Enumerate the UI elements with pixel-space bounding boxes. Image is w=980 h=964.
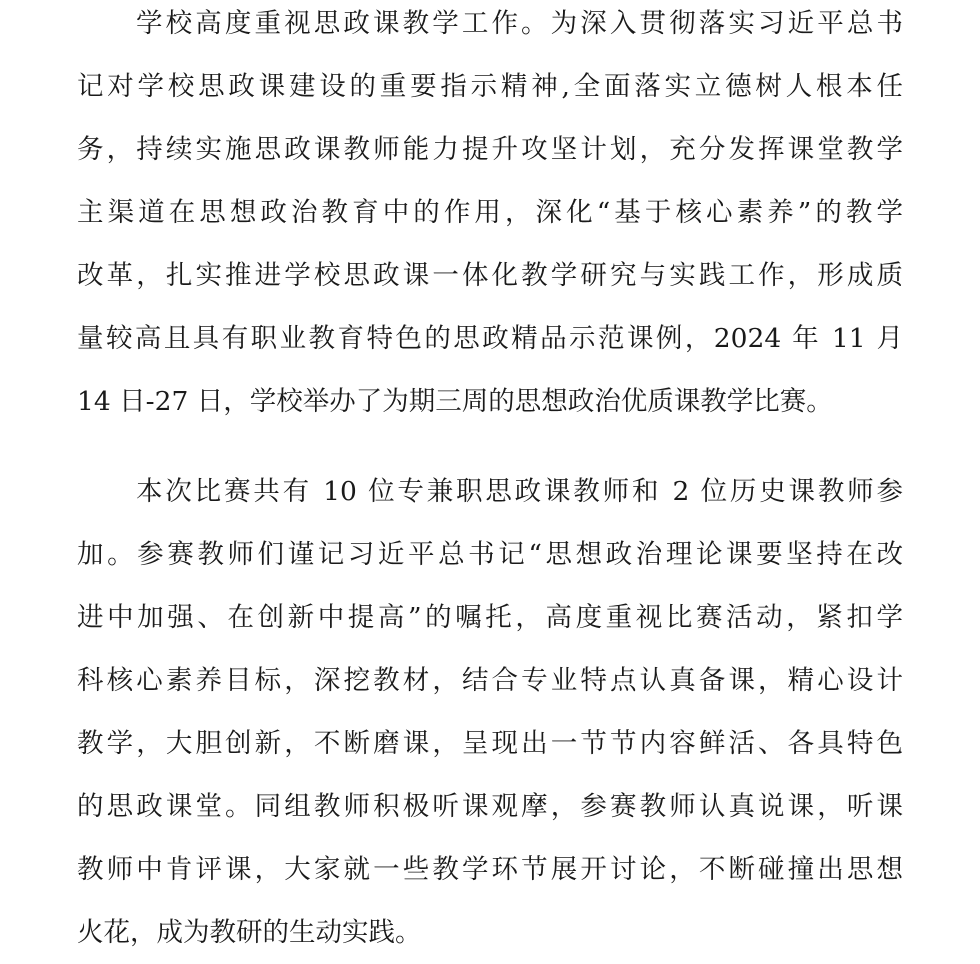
paragraph-line: 14 日-27 日，学校举办了为期三周的思想政治优质课教学比赛。 xyxy=(77,386,833,417)
paragraph-line: 教学，大胆创新，不断磨课，呈现出一节节内容鲜活、各具特色 xyxy=(77,728,903,759)
paragraph-line: 量较高且具有职业教育特色的思政精品示范课例，2024 年 11 月 xyxy=(77,323,903,354)
paragraph-line: 进中加强、在创新中提高”的嘱托，高度重视比赛活动，紧扣学 xyxy=(77,602,903,633)
paragraph-line: 加。参赛教师们谨记习近平总书记“思想政治理论课要坚持在改 xyxy=(77,539,903,570)
paragraph-line: 火花，成为教研的生动实践。 xyxy=(77,917,422,948)
paragraph-line: 本次比赛共有 10 位专兼职思政课教师和 2 位历史课教师参 xyxy=(136,476,903,507)
paragraph-line: 教师中肯评课，大家就一些教学环节展开讨论，不断碰撞出思想 xyxy=(77,854,903,885)
paragraph-line: 务，持续实施思政课教师能力提升攻坚计划，充分发挥课堂教学 xyxy=(77,134,903,165)
paragraph-line: 记对学校思政课建设的重要指示精神,全面落实立德树人根本任 xyxy=(77,71,903,102)
paragraph-line: 主渠道在思想政治教育中的作用，深化“基于核心素养”的教学 xyxy=(77,197,903,228)
paragraph-line: 改革，扎实推进学校思政课一体化教学研究与实践工作，形成质 xyxy=(77,260,903,291)
paragraph-line: 的思政课堂。同组教师积极听课观摩，参赛教师认真说课，听课 xyxy=(77,791,903,822)
paragraph-line: 学校高度重视思政课教学工作。为深入贯彻落实习近平总书 xyxy=(136,8,903,39)
paragraph-line: 科核心素养目标，深挖教材，结合专业特点认真备课，精心设计 xyxy=(77,665,903,696)
